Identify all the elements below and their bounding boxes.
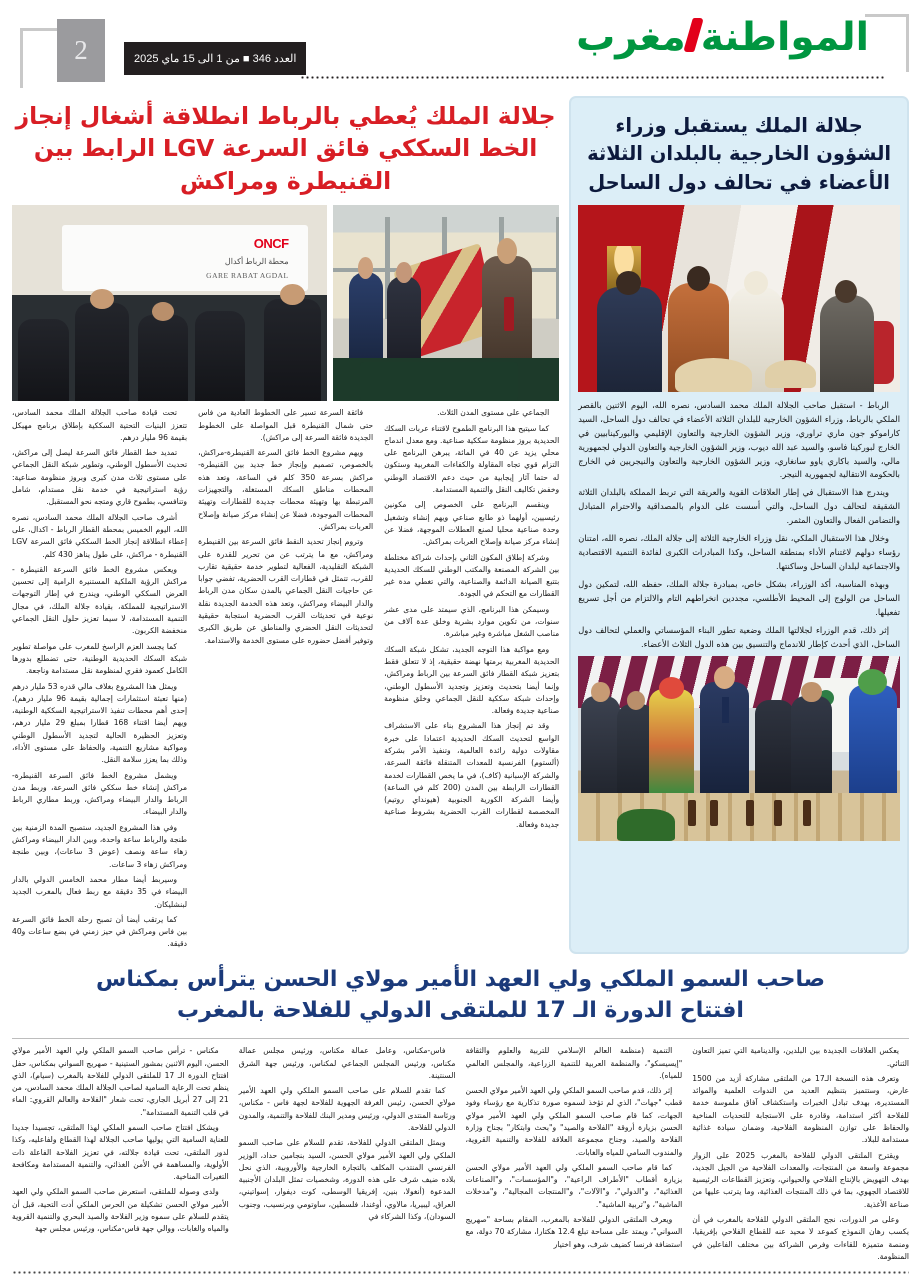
person-figure [138, 315, 188, 401]
oncf-logo-text: ONCF [253, 235, 289, 251]
person-figure [264, 299, 321, 401]
person-figure-traditional-dress [849, 685, 897, 792]
paragraph: ويهم مشروع الخط فائق السرعة القنيطرة-مراكش، بالخصوص، تصميم وإنجاز خط جديد بين القنيطرة-مراكش بسرعة 350 كلم في الساعة، وتعد هذه المحطات مناطق السكك المستغلة، والتجهيزات المرتبطة بها وتهيئة محطات جديدة للقطارات وتهيئة المحطات الموجودة، فضلا عن إنشاء مركز صيانة وإصلاح العربات بمراكش. [198, 448, 374, 531]
paragraph: كما سيتيح هذا البرنامج الطموح لاقتناء عربات السكك الحديدية بروز منظومة سككية صناعية. ومع معدل اندماج محلي يزيد عن 40 في المائة، يبرهن البرنامج على التزام قوي تجاه المقاولة والكفاءات المغربية وستكون له حتما آثار إيجابية من حيث دعم الاقتصاد الوطني وخفض تكاليف النقل والتنمية المستدامة. [384, 423, 560, 495]
podium [360, 362, 518, 401]
paragraph: ويندرج هذا الاستقبال في إطار العلاقات القوية والعريقة التي تربط المملكة بالبلدان الثلاثة الشقيقة لتحالف دول الساحل، والتي أسست على الدوام بالمصداقية والاحترام المتبادل والتضامن الفعال والتعاون المثمر. [578, 487, 900, 526]
bottom-col-1 [12, 1045, 229, 1266]
paragraph: يعكس العلاقات الجديدة بين البلدين، والدينامية التي تميز التعاون الثنائي. [692, 1046, 909, 1068]
side-table [765, 360, 816, 388]
paragraph: وشركة إطلاق المكون الثاني بإحداث شراكة مختلطة بين الشركة المصنعة والمكتب الوطني للسكك الحديدية بتتبع الصيانة الدائمة والصناعية، والتي تغطي مدة غير القطارات مع التحكم في الجودة. [384, 552, 560, 599]
side-article [569, 96, 909, 954]
produce-greens [617, 809, 675, 840]
person-figure [349, 272, 383, 358]
station-name-arabic: محطة الرباط أكدال [224, 256, 289, 266]
paragraph: وبهذه المناسبة، أكد الوزراء، بشكل خاص، بمبادرة جلالة الملك، حفظه الله، لتمكين دول الساحل من الولوج إلى المحيط الأطلسي، مجددين انخراطهم التام والالتزام من أجل تسريع تفعيلها. [578, 579, 900, 617]
paragraph: الجماعي على مستوى المدن الثلاث. [437, 408, 550, 418]
section-divider [12, 1038, 909, 1039]
paragraph: وفي هذا المشروع الجديد، ستصبح المدة الزمنية بين طنجة والرباط ساعة واحدة، وبين الدار البيضاء ومراكش زهاء ساعة ونصف (عوض 3 ساعات)، وبين طنجة ومراكش زهاء 3 ساعات. [12, 822, 188, 869]
paragraph: وتعرف هذه النسخة الـ17 من الملتقى مشاركة أزيد من 1500 عارض، وستتميز بتنظيم العديد من الندوات العلمية والموائد المستديرة، بهدف تبادل الخبرات واستكشاف آفاق ملموسة خدمة للفلاحة أكثر استدامة، وقادرة على الاستجابة للتحديات المناخية والحفاظ على توازن المنظومة الفلاحية، وضمان سيادة غذائية مستدامة للبلاد. [692, 1073, 909, 1145]
logo-text-citizenship: المواطنة [700, 15, 869, 60]
side-headline: جلالة الملك يستقبل وزراء الشؤون الخارجية بالبلدان الثلاثة الأعضاء في تحالف دول الساحل [587, 114, 892, 194]
person-figure [195, 311, 245, 401]
person-figure [791, 696, 833, 792]
person-figure [755, 700, 794, 793]
main-headline: جلالة الملك يُعطي بالرباط انطلاقة أشغال إنجاز الخط السككي فائق السرعة LGV الرابط بين القنيطرة ومراكش [15, 102, 556, 195]
paragraph: تمديد خط القطار فائق السرعة ليصل إلى مراكش، تحديث الأسطول الوطني، وتطوير شبكة النقل الجماعي على مستوى ثلاث مدن كبرى وبروز منظومة صناعية: رؤية استراتيجية في خدمة نقل مستدام، شامل وتنافسي، بطموح قاري ومتجه نحو المستقبل. [12, 448, 188, 507]
paragraph: وسيربط أيضا مطار محمد الخامس الدولي بالدار البيضاء في 35 دقيقة مع ربط فعال بالمغرب الجديد لبنشليكان. [12, 874, 188, 909]
paragraph: ومع مواكبة هذا التوجه الجديد، تشكل شبكة السكك الحديدية المغربية برمتها نهضة حقيقية، إذ لا تتعلق فقط بتعزيز شبكة القطار فائق السرعة بين الرباط ومراكش، وإنما أيضا بتحديث وتعزيز وتجديد الأسطول الوطني، وإحداث شبكة سككية للنقل الجماعي وخلق منظومة صناعية جديدة وفعالة. [384, 644, 560, 716]
main-col-right [12, 407, 187, 953]
main-col-middle [198, 407, 373, 953]
photo-agriculture-fair [578, 656, 900, 841]
main-photo-row [12, 205, 559, 407]
main-article [12, 96, 563, 954]
person-figure [18, 319, 68, 401]
product-bottle [774, 800, 782, 826]
corner-bracket-right [865, 14, 909, 72]
bottom-headline-line-1: صاحب السمو الملكي ولي العهد الأمير مولاي الحسن يترأس بمكناس [96, 966, 825, 992]
product-bottle [803, 800, 811, 826]
photo-royal-reception [578, 205, 900, 392]
page-number: 2 [74, 35, 88, 65]
bottom-col-3 [466, 1045, 683, 1266]
bottom-article-body [12, 1045, 909, 1266]
paragraph: ولدى وصوله للملتقى، استعرض صاحب السمو الملكي ولي العهد الأمير مولاي الحسن تشكيلة من الحرس الملكي أدت التحية، قبل أن يتقدم للسلام على سموه وزير الفلاحة والصيد البحري والتنمية القروية والمياه والغابات، ووالي جهة فاس-مكناس، ورئيس مجلس جهة [12, 1187, 229, 1234]
bottom-col-2 [239, 1045, 456, 1266]
necktie-detail [504, 297, 514, 331]
bottom-col-4 [692, 1045, 909, 1266]
paragraph: كما يرتقب أيضا أن تصبح رحلة الخط فائق السرعة بين فاس ومراكش في حيز زمني في بضع ساعات و40 دقيقة. [12, 914, 188, 949]
paragraph: كما قام صاحب السمو الملكي ولي العهد الأمير مولاي الحسن بزيارة أقطاب "الأطراف الراعية"، و"المؤسسات"، و"الصناعات الغذائية"، و"الدولي"، و"الآلات"، و"المنتجات المجالية"، و"مدخلات الماشية"، و"تربية الماشية". [465, 1162, 683, 1209]
paragraph: وتروم إنجاز تحديد النقط فائق السرعة بين القنيطرة ومراكش، مع ما يترتب عن من تحرير للقدرة على الشبكة التقليدية، الفعالية لتطوير خدمة حقيقية تقارب للقرب، تتمثل في قطارات القرب الحضرية، تفضي جوابا عن حاجيات النقل الجماعي بالمدن سكان مدن الرباط والدار البيضاء ومراكش، وتعد هذه الخدمة الجديدة نقلة نوعية في تحديثات القرب الحضرية استجابة حقيقية لتحديثات النقل الحضري والمناطق عن طريق الكبرى وتوفير أفضل حضوره على مستوى الخدمة والاستدامة. [198, 537, 374, 645]
product-bottle [746, 800, 754, 826]
paragraph: كما تقدم للسلام على صاحب السمو الملكي ولي العهد الأمير مولاي الحسن، رئيس الغرفة الجهوية للفلاحة لجهة فاس - مكناس، ورئاسة المنتدى الدولي، ورئيس ومدير البنك للفلاحة والتنمية، والمدون الدولي للفلاحة. [238, 1086, 456, 1132]
person-figure [387, 276, 421, 358]
masthead [0, 0, 921, 96]
issue-bar [124, 42, 306, 75]
paragraph: أشرف صاحب الجلالة الملك محمد السادس، نصره الله، اليوم الخميس بمحطة القطار الرباط - اكدال، على إعطاء انطلاقة إنجاز الخط السككي فائق السرعة LGV القنيطرة - مراكش، على طول يناهز 430 كلم. [12, 512, 188, 559]
paragraph: فائقة السرعة تسير على الخطوط العادية من فاس حتى شمال القنيطرة قبل المواصلة على الخطوط الجديدة فائقة السرعة إلى مراكش). [198, 408, 374, 442]
paragraph: فاس-مكناس، وعامل عمالة مكناس، ورئيس مجلس عمالة مكناس، ورئيس المجلس الجماعي لمكناس، ورئيس جهة الشرق السنتينة. [238, 1046, 456, 1080]
side-article-body [578, 399, 900, 652]
bottom-headline [12, 956, 909, 1034]
page-number-badge [57, 19, 105, 82]
paragraph: ويشكل افتتاح صاحب السمو الملكي لهذا الملتقى، تجسيدا جديدا للعناية السامية التي يوليها صاحب الجلالة لهذا القطاع ولفاعليه، وكذا لدور الملتقى، تحت قيادة جلالته، في تعزيز الفلاحة الفاعلة ذات الأولوية، والمساهمة في الأمن الغذائي، والتنمية المستدامة ومكافحة التغيرات المناخية. [12, 1122, 229, 1182]
photo-king-unveiling-plaque [333, 205, 559, 401]
bottom-headline-line-2: افتتاح الدورة الـ 17 للملتقى الدولي للفلاحة بالمغرب [177, 997, 744, 1023]
paragraph: الرباط - استقبل صاحب الجلالة الملك محمد السادس، نصره الله، اليوم الاثنين بالقصر الملكي بالرباط، وزراء الشؤون الخارجية للبلدان الثلاثة الأعضاء في تحالف دول الساحل، السيد كاراموكو جون ماري تراوري، وزير الشؤون الخارجية والتعاون الإقليمي والبوركينابيين في الخارج لبوركينا فاسو، والسيد عبد الله ديوب، وزير الشؤون الخارجية والتعاون الدولي لجمهورية مالي، والسيد باكاري ياوو سانغاري، وزير الشؤون الخارجية والتعاون والنيجريين في الخارج بالحكومة الانتقالية لجمهورية النيجر. [578, 399, 900, 480]
person-figure [581, 696, 620, 792]
main-col-left [384, 407, 559, 953]
paragraph: ويقترح الملتقى الدولي للفلاحة بالمغرب 2025 على الزوار مجموعة واسعة من المنتجات، والمعدات الفلاحية من الجيل الجديد، بهدف التهويض بالإنتاج الفلاحي والحيواني، وتعزيز القطاعات الرئيسية للاقتصاد الجهوي، بما في ذلك المنتجات الغذائية، وما يترتب عليها من صناعة الأغذية. [692, 1150, 909, 1209]
station-name-french: GARE RABAT AGDAL [206, 271, 289, 281]
person-figure-traditional-dress [649, 689, 694, 793]
paragraph: إثر ذلك، قدم صاحب السمو الملكي ولي العهد الأمير مولاي الحسن قطب "جهات"، الذي لم تؤخذ لسموه صورة تذكارية مع رؤساء وفود الجهات، كما قام صاحب السمو الملكي ولي العهد الأمير مولاي الحسن بزيارة أروقة "الفلاحة والصيد" و"بحث وابتكار" بجناح وزارة الفلاحة والصيد، وجناح مجموعة العلاقة للفلاحة والتنمية القروية، والمندوب السامي للمياه والغابات. [465, 1086, 683, 1157]
top-section [12, 96, 909, 954]
masthead-dotted-rule [300, 76, 885, 79]
bottom-dotted-rule [12, 1271, 909, 1274]
issue-text: العدد 346 ■ من 1 الى 15 ماي 2025 [134, 53, 297, 65]
paragraph: مكناس - ترأس صاحب السمو الملكي ولي العهد الأمير مولاي الحسن، اليوم الاثنين بمشور الستينية - صهريج السواني بمكناس، حفل افتتاح الدورة الـ 17 للملتقى الدولي للفلاحة بالمغرب (سيام)، الذي ينظم تحت الرعاية السامية لصاحب الجلالة الملك محمد السادس، من 21 إلى 27 أبريل الجاري، تحت شعار "الفلاحة والعالم القروي: الماء في قلب التنمية المستدامة". [12, 1046, 229, 1117]
main-article-body [12, 407, 559, 953]
newspaper-logo [576, 15, 869, 60]
paragraph: تحت قيادة صاحب الجلالة الملك محمد السادس، تتعزز البنيات التحتية السككية بإطلاق برنامج مهيكل بقيمة 96 مليار درهم. [12, 408, 188, 442]
paragraph: وقد تم إنجاز هذا المشروع بناء على الاستشراف الواسع لتحديث السكك الحديدية اعتمادا على خبرة مقاولات دولية رائدة العالمية، وتنفيذ الأمر بشركة (ألستوم) الفرنسية للمعدات المتنقلة فائقة السرعة، والشركة الإسبانية (كاف)، في ما يخص القطارات لخدمة القطارات الرابطة بين المدن (200 كلم في الساعة) وأيضا الشركة الكورية الجنوبية (هيونداي روتيم) المخصصة لقطارات القرب الحضرية بشروط صناعية جديدة وفعالة. [384, 721, 560, 829]
person-figure-crown-prince [700, 682, 748, 793]
product-bottle [688, 800, 696, 826]
person-figure [820, 295, 875, 392]
paragraph: ويعكس مشروع الخط فائق السرعة القنيطرة - مراكش الرؤية الملكية المستنيرة الرامية إلى تحسين العرض السككي الوطني، ويندرج في إطار التوجهات الاستراتيجية للمملكة، بقيادة جلالة الملك، في مجال التنمية المستدامة، لا سيما تعزيز حلول النقل الجماعي منخفضة الكربون. [12, 564, 188, 636]
person-figure [75, 303, 129, 401]
paragraph: وبمثل الملتقى الدولي للفلاحة، تقدم للسلام على صاحب السمو الملكي ولي العهد الأمير مولاي الحسن، السيد بنجامين حداد، الوزير الفرنسي المنتدب المكلف بالتجارة الخارجية والأوروبية، الذي نحل بلاده ضيف شرف على هذه الدورة، وشخصيات تمثل البلدان الأجنبية المدعوة (أنغولا، بنين، إفريقيا الوسطى، كوت ديفوار، إسواتيني، العراق، ليبيريا، مالاوي، أوغندا، فلسطين، ساوتومي وبرنسيب، وجنوب السودان)، وكذا الشركاء في [238, 1138, 456, 1222]
paragraph: وعلى مر الدورات، نجح الملتقى الدولي للفلاحة بالمغرب في أن يكسب رهان النموذج كموعد لا محيد عنه للقطاع الفلاحي بإفريقيا، ومنصة متميزة للقاءات وفرص الشراكة بين مختلف الفاعلين في المنظومة. [692, 1215, 909, 1261]
paragraph: كما يجسد العزم الراسخ للمغرب على مواصلة تطوير شبكة السكك الحديدية الوطنية، حتى تضطلع بدورها الكامل كعمود فقري لمنظومة نقل مستدامة وناجعة. [12, 641, 188, 676]
paragraph: إثر ذلك، قدم الوزراء لجلالتها الملك وضعية تطور البناء المؤسساتي والعملي لتحالف دول الساحل، الذي أحدث كإطار للاندماج والتنسيق بين هذه الدول الثلاث الأعضاء. [578, 624, 900, 649]
person-figure [597, 287, 661, 392]
station-sign-board [62, 225, 308, 292]
page-content [0, 96, 921, 1274]
paragraph: ويعرف الملتقى الدولي للفلاحة بالمغرب، المقام بساحة "صهريج السواني"، ويمتد على مساحة تبلغ 12.4 هكتارا، مشاركة 70 دولة، مع استضافة فرنسا كضيف شرف، وهو اختيار [465, 1215, 683, 1249]
paragraph: ويشمل مشروع الخط فائق السرعة القنيطرة-مراكش إنشاء خط سككي فائق السرعة، وربط مدن الرباط والدار البيضاء ومراكش، وربط مطاري الرباط والدار البيضاء. [12, 770, 188, 817]
paragraph: التنمية (منظمة العالم الإسلامي للتربية والعلوم والثقافة "إيسيسكو"، والمنظمة العربية للتنمية الزراعية، والمجلس العالمي للمياه). [465, 1046, 683, 1080]
product-bottle [710, 800, 718, 826]
coffee-table [675, 358, 752, 392]
paragraph: وينقسم البرنامج على الخصوص إلى مكونين رئيسيين، أولهما ذو طابع صناعي ويهم إنشاء وتشغيل وحدة صناعية محليا لصنع العطلات الموجهة، فضلا عن إنشاء مركز صيانة وإصلاح العربات بمراكش. [384, 500, 560, 547]
photo-oncf-station-sign [12, 205, 327, 401]
bottom-article [12, 956, 909, 1275]
logo-text-morocco: مغرب [576, 15, 686, 60]
paragraph: وخلال هذا الاستقبال الملكي، نقل وزراء الخارجية الثلاثة إلى جلالة الملك، نصره الله، امتنان رؤساء دولهم لاغتنام الأداء بمنطقة الساحل، وكذا المبادرات الكبرى لفائدة التنمية الاقتصادية والاجتماعية لبلدان الساحل وساكنتها. [578, 533, 900, 572]
paragraph: ويمثل هذا المشروع بغلاف مالي قدره 53 مليار درهم (منها تعبئة استثمارات إجمالية بقيمة 96 مليار درهم)، إحدى أهم محطات تنفيذ الاستراتيجية السككية الوطنية، ويهم أيضا اقتناء 168 قطارا بمبلغ 29 مليار درهم، وتعزيز الحظيرة الحالية لتجديد الأسطول الوطني ومواكبة مشاريع التنمية، والحفاظ على مستوى الأداء، وذلك بما يعزز سلامة النقل. [12, 681, 188, 765]
necktie-detail [722, 697, 729, 723]
paragraph: وسيمكن هذا البرنامج، الذي سيمتد على مدى عشر سنوات، من تكوين موارد بشرية وخلق عدة آلاف من مناصب الشغل مباشرة وغير مباشرة. [384, 604, 560, 639]
